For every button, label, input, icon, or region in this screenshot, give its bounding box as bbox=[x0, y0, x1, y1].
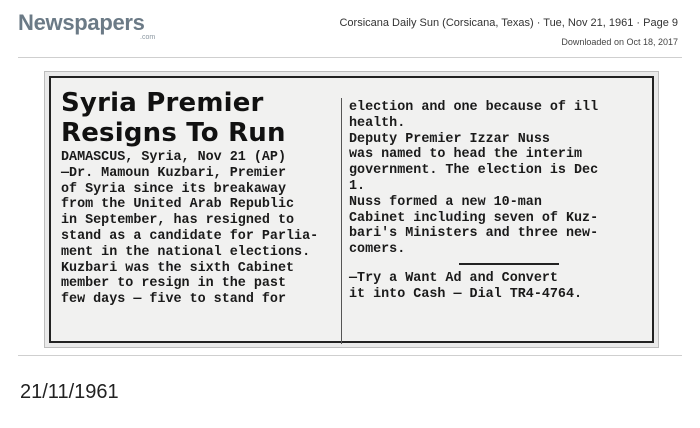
ad-line: —Try a Want Ad and Convert bbox=[349, 270, 558, 286]
article-line: Nuss formed a new 10-man bbox=[349, 194, 542, 210]
article-line: bari's Ministers and three new- bbox=[349, 226, 599, 242]
article-line: —Dr. Mamoun Kuzbari, Premier bbox=[61, 165, 286, 181]
article-line: 1. bbox=[349, 178, 366, 194]
newspapers-logo[interactable] bbox=[18, 10, 156, 41]
clipping-frame bbox=[49, 76, 654, 343]
article-line: Kuzbari was the sixth Cabinet bbox=[61, 260, 295, 276]
article-line: stand as a candidate for Parlia- bbox=[61, 228, 319, 244]
headline-line: Syria Premier bbox=[61, 88, 264, 118]
right-column bbox=[349, 100, 647, 303]
article-line: of Syria since its breakaway bbox=[61, 181, 286, 197]
article-line: member to resign in the past bbox=[61, 276, 286, 292]
article-line: in September, has resigned to bbox=[61, 213, 295, 229]
article-line: Deputy Premier Izzar Nuss bbox=[349, 131, 550, 147]
column-divider bbox=[341, 98, 342, 344]
downloaded-date: Downloaded on Oct 18, 2017 bbox=[561, 37, 678, 47]
ad-line: it into Cash — Dial TR4-4764. bbox=[349, 286, 583, 302]
headline-line: Resigns To Run bbox=[61, 118, 286, 148]
citation-text: Corsicana Daily Sun (Corsicana, Texas) · Tue, Nov 21, 1961 · Page 9 bbox=[339, 17, 678, 29]
article-line: Cabinet including seven of Kuz- bbox=[349, 210, 599, 226]
article-line: was named to head the interim bbox=[349, 147, 583, 163]
article-line: ment in the national elections. bbox=[61, 244, 311, 260]
footer-divider bbox=[18, 355, 682, 356]
article-line: from the United Arab Republic bbox=[61, 197, 295, 213]
article-line: government. The election is Dec bbox=[349, 163, 599, 179]
logo-suffix: .com bbox=[140, 34, 156, 41]
newspaper-clipping bbox=[44, 71, 659, 348]
date-caption: 21/11/1961 bbox=[20, 381, 119, 403]
article-line: election and one because of ill bbox=[349, 100, 599, 115]
article-line: few days — five to stand for bbox=[61, 292, 286, 308]
article-line: comers. bbox=[349, 242, 406, 258]
end-of-article-rule bbox=[459, 263, 559, 265]
article-line: health. bbox=[349, 115, 406, 131]
left-column bbox=[61, 88, 336, 308]
page-header bbox=[0, 0, 700, 58]
header-divider bbox=[18, 57, 682, 58]
logo-text: Newspapers bbox=[18, 10, 145, 35]
article-line: DAMASCUS, Syria, Nov 21 (AP) bbox=[61, 150, 286, 165]
